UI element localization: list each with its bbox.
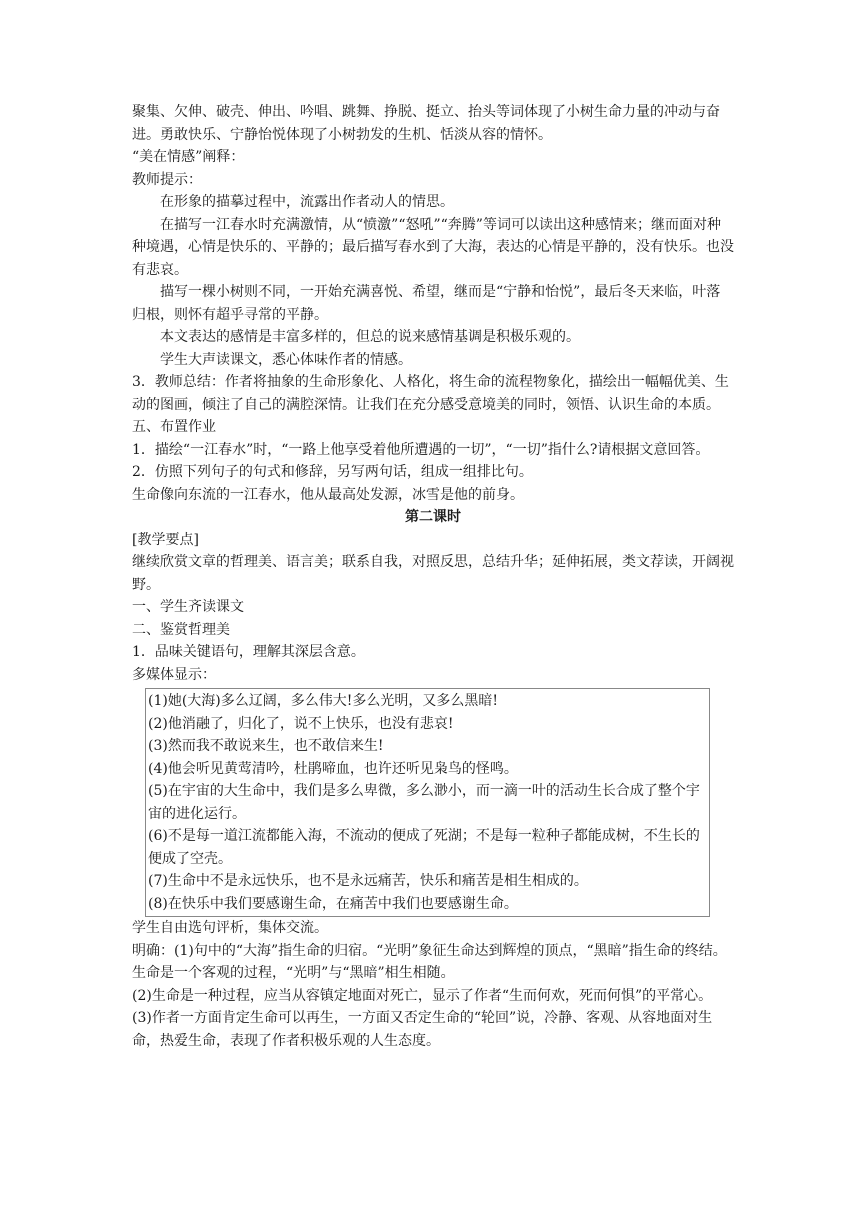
quote-item: (3)然而我不敢说来生，也不敢信来生! [148,738,384,754]
paragraph: 继续欣赏文章的哲理美、语言美；联系自我，对照反思，总结升华；延伸拓展，类文荐读，开阔视野。 [132,554,734,593]
quote-item: (6)不是每一道江流都能入海，不流动的便成了死湖；不是每一粒种子都能成树，不生长的便成了空壳。 [148,828,700,867]
paragraph: 明确：(1)句中的“大海”指生命的归宿。“光明”象征生命达到辉煌的顶点，“黑暗”指生命的终结。生命是一个客观的过程，“光明”与“黑暗”相生相随。 [132,942,727,981]
quote-item: (1)她(大海)多么辽阔，多么伟大!多么光明，又多么黑暗! [148,693,499,709]
paragraph: 在描写一江春水时充满激情，从“愤激”“怒吼”“奔腾”等词可以读出这种感情来；继而面对种种境遇，心情是快乐的、平静的；最后描写春水到了大海，表达的心情是平静的，没有快乐。也没有悲哀。 [132,216,734,278]
document-page [132,101,734,1052]
section-title: 第二课时 [405,509,461,525]
paragraph: (2)生命是一种过程，应当从容镇定地面对死亡，显示了作者“生而何欢，死而何惧”的平常心。 [132,987,713,1004]
quote-item: (5)在宇宙的大生命中，我们是多么卑微，多么渺小，而一滴一叶的活动生长合成了整个宇宙的进化运行。 [148,783,700,822]
paragraph: 学生大声读课文，悉心体味作者的情感。 [160,351,412,368]
paragraph: “美在情感”阐释： [132,149,245,165]
quote-item: (8)在快乐中我们要感谢生命，在痛苦中我们也要感谢生命。 [148,895,518,912]
paragraph: 生命像向东流的一江春水，他从最高处发源，冰雪是他的前身。 [132,486,524,503]
quote-item: (7)生命中不是永远快乐，也不是永远痛苦，快乐和痛苦是相生相成的。 [148,873,588,889]
paragraph: [教学要点] [132,531,199,548]
quote-item: (2)他消融了，归化了，说不上快乐，也没有悲哀! [148,715,454,732]
paragraph: 描写一棵小树则不同，一开始充满喜悦、希望，继而是“宁静和怡悦”，最后冬天来临，叶落归根，则怀有超乎寻常的平静。 [132,284,721,323]
paragraph: 学生自由选句评析，集体交流。 [132,920,328,936]
paragraph: 3．教师总结：作者将抽象的生命形象化、人格化，将生命的流程物象化，描绘出一幅幅优美、生动的图画，倾注了自己的满腔深情。让我们在充分感受意境美的同时，领悟、认识生命的本质。 [132,374,729,413]
paragraph: 五、布置作业 [132,419,216,435]
paragraph: 2．仿照下列句子的句式和修辞，另写两句话，组成一组排比句。 [132,464,533,480]
quote-box [145,688,710,917]
paragraph: 1．品味关键语句，理解其深层含意。 [132,644,365,660]
paragraph: 一、学生齐读课文 [132,599,244,615]
paragraph: 本文表达的感情是丰富多样的，但总的说来感情基调是积极乐观的。 [160,329,580,345]
paragraph: 二、鉴赏哲理美 [132,621,230,638]
paragraph: 在形象的描摹过程中，流露出作者动人的情思。 [160,194,454,210]
paragraph: (3)作者一方面肯定生命可以再生，一方面又否定生命的“轮回”说，冷静、客观、从容地面对生命，热爱生命，表现了作者积极乐观的人生态度。 [132,1010,713,1049]
quote-item: (4)他会听见黄莺清吟，杜鹃啼血，也许还听见枭鸟的怪鸣。 [148,760,518,777]
paragraph: 1．描绘“一江春水”时，“一路上他享受着他所遭遇的一切”，“一切”指什么?请根据文意回答。 [132,441,710,458]
paragraph: 聚集、欠伸、破壳、伸出、吟唱、跳舞、挣脱、挺立、抬头等词体现了小树生命力量的冲动与奋进。勇敢快乐、宁静怡悦体现了小树勃发的生机、恬淡从容的情怀。 [132,104,720,143]
paragraph: 多媒体显示： [132,666,216,683]
paragraph: 教师提示： [132,171,202,188]
